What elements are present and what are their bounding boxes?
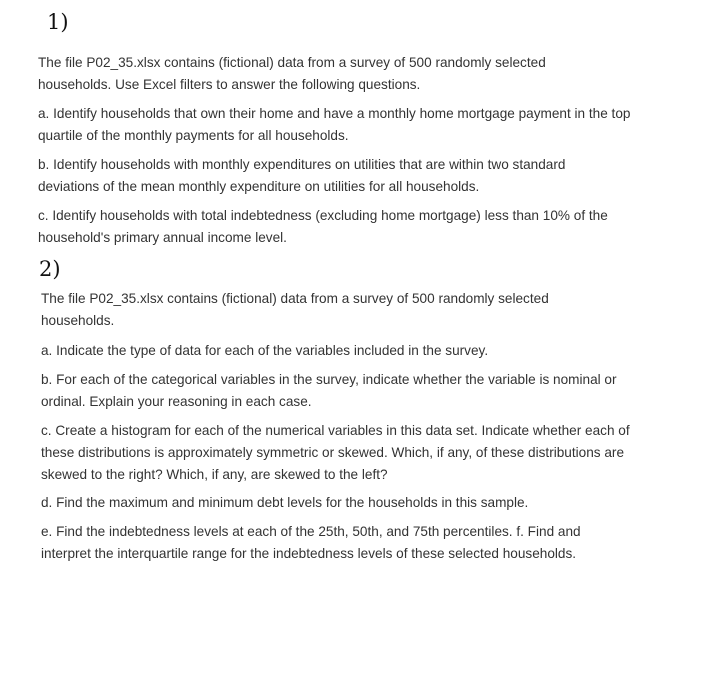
- question-2-intro: The file P02_35.xlsx contains (fictional) data from a survey of 500 randomly selected households.: [41, 291, 549, 328]
- question-1-heading: 1): [47, 10, 69, 34]
- question-2-part-a: a. Indicate the type of data for each of the variables included in the survey.: [41, 343, 489, 358]
- question-2-part-b: b. For each of the categorical variables in the survey, indicate whether the variable is nominal or ordinal. Explain your reasoning in each case.: [41, 372, 617, 409]
- question-2-heading: 2): [39, 257, 61, 281]
- question-2-part-d: d. Find the maximum and minimum debt levels for the households in this sample.: [41, 495, 529, 510]
- question-1-part-a: a. Identify households that own their home and have a monthly home mortgage payment in the top quartile of the monthly payments for all households.: [38, 106, 631, 143]
- question-1-part-b: b. Identify households with monthly expenditures on utilities that are within two standard deviations of the mean monthly expenditure on utilities for all households.: [38, 157, 566, 194]
- question-1-part-c: c. Identify households with total indebtedness (excluding home mortgage) less than 10% of the household's primary annual income level.: [38, 208, 608, 245]
- question-2-part-c: c. Create a histogram for each of the numerical variables in this data set. Indicate whether each of these distributions is approximately symmetric or skewed. Which, if any, of these distributions are skewed to the right? Which, if any, are skewed to the left?: [41, 423, 630, 482]
- question-1-intro: The file P02_35.xlsx contains (fictional) data from a survey of 500 randomly selected households. Use Excel filters to answer the following questions.: [38, 55, 546, 92]
- question-2-part-e: e. Find the indebtedness levels at each of the 25th, 50th, and 75th percentiles. f. Find and interpret the interquartile range for the indebtedness levels of these selected households.: [41, 524, 581, 561]
